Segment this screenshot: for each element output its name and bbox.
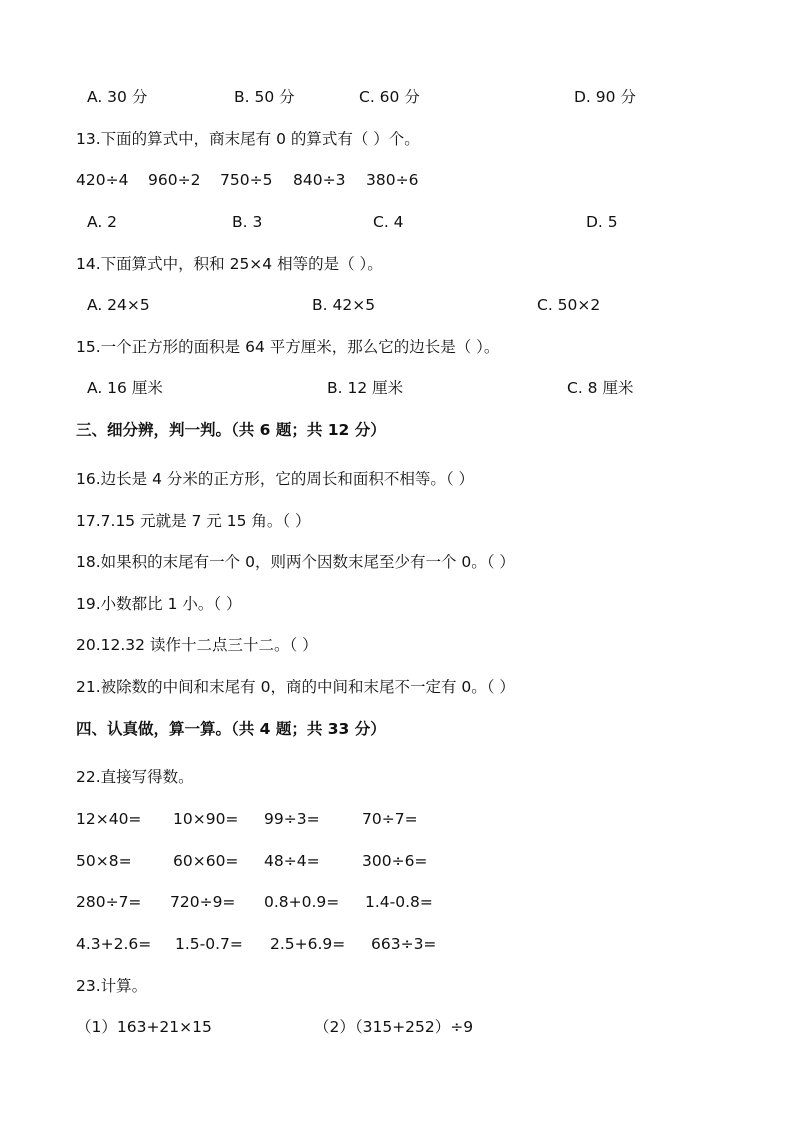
q14-option-c[interactable]: C. 50×2 [537,296,601,314]
oral-calc: 0.8+0.9= [264,893,340,911]
q14-options [0,292,794,318]
q12-option-c[interactable]: C. 60 分 [359,88,420,106]
q14-option-b[interactable]: B. 42×5 [312,296,376,314]
judge-item-17: 17.7.15 元就是 7 元 15 角。（ ） [76,512,311,530]
oral-calc: 10×90= [173,810,239,828]
q14-question-text: 14.下面算式中，积和 25×4 相等的是（ ）。 [76,255,383,273]
oral-calc: 663÷3= [371,935,437,953]
q13-expression: 420÷4 [76,171,129,189]
q15-question [0,334,794,360]
oral-calc-row [0,806,794,832]
q14-option-a[interactable]: A. 24×5 [87,296,150,314]
oral-calc: 2.5+6.9= [270,935,346,953]
oral-calc: 280÷7= [76,893,142,911]
q13-option-c[interactable]: C. 4 [373,213,404,231]
q23-title: 23.计算。 [76,977,148,995]
judge-item [0,632,794,658]
section-3-title: 三、细分辨，判一判。（共 6 题；共 12 分） [76,421,386,439]
q14-question [0,251,794,277]
judge-item-21: 21.被除数的中间和末尾有 0，商的中间和末尾不一定有 0。（ ） [76,678,515,696]
judge-item-19: 19.小数都比 1 小。（ ） [76,595,242,613]
oral-calc: 12×40= [76,810,142,828]
section-4-title: 四、认真做，算一算。（共 4 题；共 33 分） [76,720,386,738]
judge-item [0,591,794,617]
oral-calc-row [0,889,794,915]
oral-calc: 48÷4= [264,852,320,870]
q15-question-text: 15.一个正方形的面积是 64 平方厘米，那么它的边长是（ ）。 [76,338,500,356]
oral-calc: 1.5-0.7= [175,935,243,953]
q23-items [0,1014,794,1040]
q15-option-a[interactable]: A. 16 厘米 [87,379,163,397]
q13-question [0,126,794,152]
section-4-heading [0,716,794,742]
judge-item [0,508,794,534]
q22-title: 22.直接写得数。 [76,768,194,786]
judge-item-20: 20.12.32 读作十二点三十二。（ ） [76,636,318,654]
oral-calc: 1.4-0.8= [365,893,433,911]
q12-option-a[interactable]: A. 30 分 [87,88,148,106]
q13-expression: 380÷6 [366,171,419,189]
judge-item [0,466,794,492]
q23-item-2: （2）（315+252）÷9 [314,1018,474,1036]
q22-heading [0,764,794,790]
q13-options [0,209,794,235]
q13-expression: 750÷5 [220,171,273,189]
oral-calc: 720÷9= [170,893,236,911]
oral-calc: 50×8= [76,852,132,870]
q23-item-1: （1）163+21×15 [76,1018,212,1036]
q13-question-text: 13.下面的算式中，商末尾有 0 的算式有（ ）个。 [76,130,420,148]
oral-calc: 60×60= [173,852,239,870]
q13-expression: 960÷2 [148,171,201,189]
q13-expressions [0,167,794,193]
q13-expression: 840÷3 [293,171,346,189]
q12-option-d[interactable]: D. 90 分 [574,88,636,106]
q13-option-d[interactable]: D. 5 [586,213,618,231]
oral-calc: 99÷3= [264,810,320,828]
q13-option-b[interactable]: B. 3 [232,213,263,231]
oral-calc-row [0,848,794,874]
oral-calc: 300÷6= [362,852,428,870]
oral-calc: 4.3+2.6= [76,935,152,953]
judge-item [0,549,794,575]
q15-options [0,375,794,401]
judge-item [0,674,794,700]
q12-options [0,84,794,110]
oral-calc: 70÷7= [362,810,418,828]
q12-option-b[interactable]: B. 50 分 [234,88,295,106]
judge-item-16: 16.边长是 4 分米的正方形，它的周长和面积不相等。（ ） [76,470,475,488]
q13-option-a[interactable]: A. 2 [87,213,118,231]
q23-heading [0,973,794,999]
q15-option-c[interactable]: C. 8 厘米 [567,379,634,397]
q15-option-b[interactable]: B. 12 厘米 [327,379,404,397]
section-3-heading [0,417,794,443]
oral-calc-row [0,931,794,957]
judge-item-18: 18.如果积的末尾有一个 0，则两个因数末尾至少有一个 0。（ ） [76,553,515,571]
